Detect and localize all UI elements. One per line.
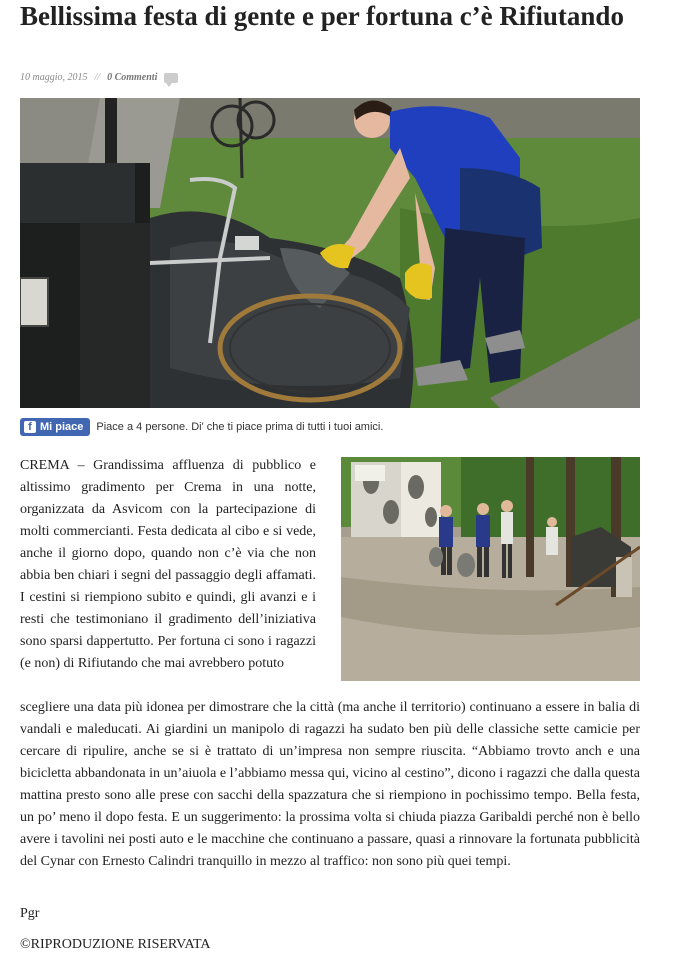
side-photo-scene bbox=[341, 457, 640, 681]
speech-bubble-icon[interactable] bbox=[164, 73, 178, 83]
facebook-like-bar bbox=[20, 418, 383, 436]
copyright-notice: ©RIPRODUZIONE RISERVATA bbox=[20, 937, 211, 952]
facebook-like-button[interactable] bbox=[20, 418, 90, 436]
main-photo-scene bbox=[20, 98, 640, 408]
article-meta bbox=[20, 72, 178, 83]
main-photo bbox=[20, 98, 640, 408]
facebook-f-icon: f bbox=[24, 421, 36, 433]
article-paragraph-continued: scegliere una data più idonea per dimostrare che la città (ma anche il territorio) continuano a essere in balia di vandali e maleducati. Ai giardini un manipolo di ragazzi ha sudato ben più delle classiche sette camicie per cercare di ripulire, anche se si è trattato di un’impresa non sempre riuscita. “Abbiamo trovto anch e una bicicletta abbandonata in un’aiuola e l’abbiamo messa qui, vicino al cestino”, dicono i ragazzi che dalla questa mattina presto sono alle prese con sacchi della spazzatura che si riempiono in pochissimo tempo. Bella festa, un po’ meno il dopo festa. E un suggerimento: la prossima volta si chiuda piazza Garibaldi perché non è bello avere i tavolini nei posti auto e le macchine che continuano a passare, quasi a rinnovare la fortunata pubblicità del Cynar con Ernesto Calindri tranquillo in mezzo al traffico: non sono più quei tempi. bbox=[20, 700, 640, 869]
article-title: Bellissima festa di gente e per fortuna c’è Rifiutando bbox=[20, 1, 624, 31]
article-paragraph-intro: CREMA – Grandissima affluenza di pubblico e altissimo gradimento per Crema in una notte, organizzata da Asvicom con la partecipazione di molti commercianti. Festa dedicata al cibo e si vede, anche il giorno dopo, quando non c’è via che non abbia ben chiari i segni del passaggio degli affamati. I cestini si riempiono subito e quindi, gli avanzi e i resti che testimoniano il gradimento dell’iniziativa sono sparsi dappertutto. Per fortuna ci sono i ragazzi (e non) di Rifiutando che mai avrebbero potuto bbox=[20, 458, 316, 671]
article-date[interactable]: 10 maggio, 2015 bbox=[20, 72, 88, 83]
facebook-like-text: Piace a 4 persone. Di' che ti piace prima di tutti i tuoi amici. bbox=[96, 421, 384, 433]
side-photo bbox=[341, 457, 640, 681]
article-signature: Pgr bbox=[20, 906, 40, 921]
meta-separator: // bbox=[94, 72, 101, 83]
comments-link[interactable]: 0 Commenti bbox=[107, 72, 158, 83]
facebook-like-label: Mi piace bbox=[40, 421, 84, 433]
